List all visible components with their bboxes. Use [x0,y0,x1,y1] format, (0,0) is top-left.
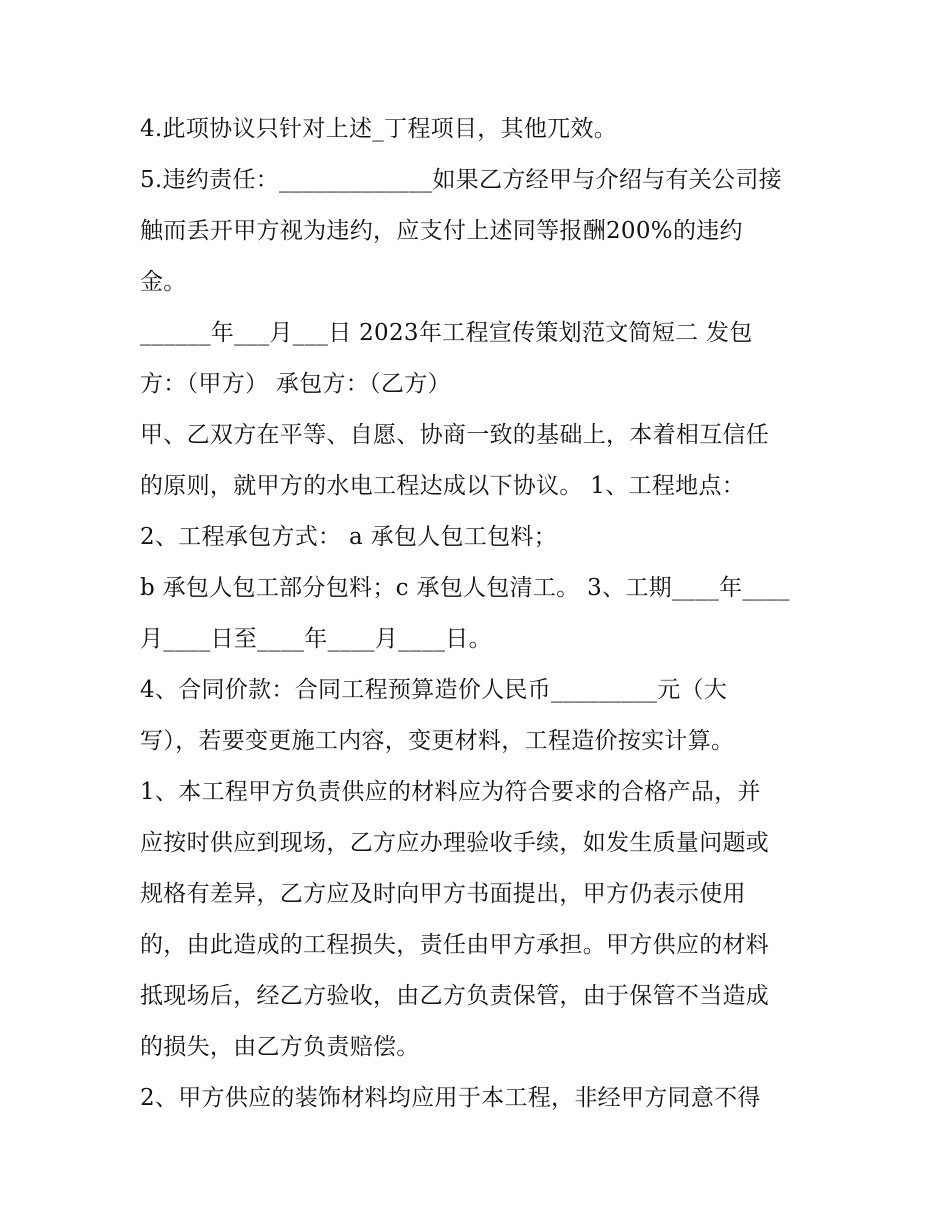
text-line: 4.此项协议只针对上述_丁程项目，其他兀效。 [140,116,618,142]
text-line: 应按时供应到现场，乙方应办理验收手续，如发生质量问题或 [140,830,770,856]
text-line: 金。 [140,269,187,295]
text-line: 4、合同价款：合同工程预算造价人民币_________元（大 [140,677,728,703]
text-line: b 承包人包工部分包料；c 承包人包清工。 3、工期____年____ [140,575,790,601]
text-line: 的原则，就甲方的水电工程达成以下协议。 1、工程地点： [140,473,746,499]
text-line: ______年___月___日 2023年工程宣传策划范文简短二 发包 [140,320,753,346]
text-line: 2、工程承包方式： a 承包人包工包料； [140,524,557,550]
text-line: 触而丢开甲方视为违约，应支付上述同等报酬200%的违约 [140,218,743,244]
text-line: 的，由此造成的工程损失，责任由甲方承担。甲方供应的材料 [140,932,770,958]
text-line: 规格有差异，乙方应及时向甲方书面提出，甲方仍表示使用 [140,881,746,907]
text-line: 5.违约责任：_____________如果乙方经甲与介绍与有关公司接 [140,167,782,193]
text-line: 写），若要变更施工内容，变更材料，工程造价按实计算。 [140,728,735,754]
text-line: 1、本工程甲方负责供应的材料应为符合要求的合格产品，并 [140,779,761,805]
text-line: 方：（甲方） 承包方：（乙方） [140,371,451,397]
text-line: 甲、乙双方在平等、自愿、协商一致的基础上，本着相互信任 [140,422,770,448]
text-line: 2、甲方供应的装饰材料均应用于本工程，非经甲方同意不得 [140,1085,761,1111]
text-line: 月____日至____年____月____日。 [140,626,492,652]
text-line: 抵现场后，经乙方验收，由乙方负责保管，由于保管不当造成 [140,983,770,1009]
text-line: 的损失，由乙方负责赔偿。 [140,1034,420,1060]
